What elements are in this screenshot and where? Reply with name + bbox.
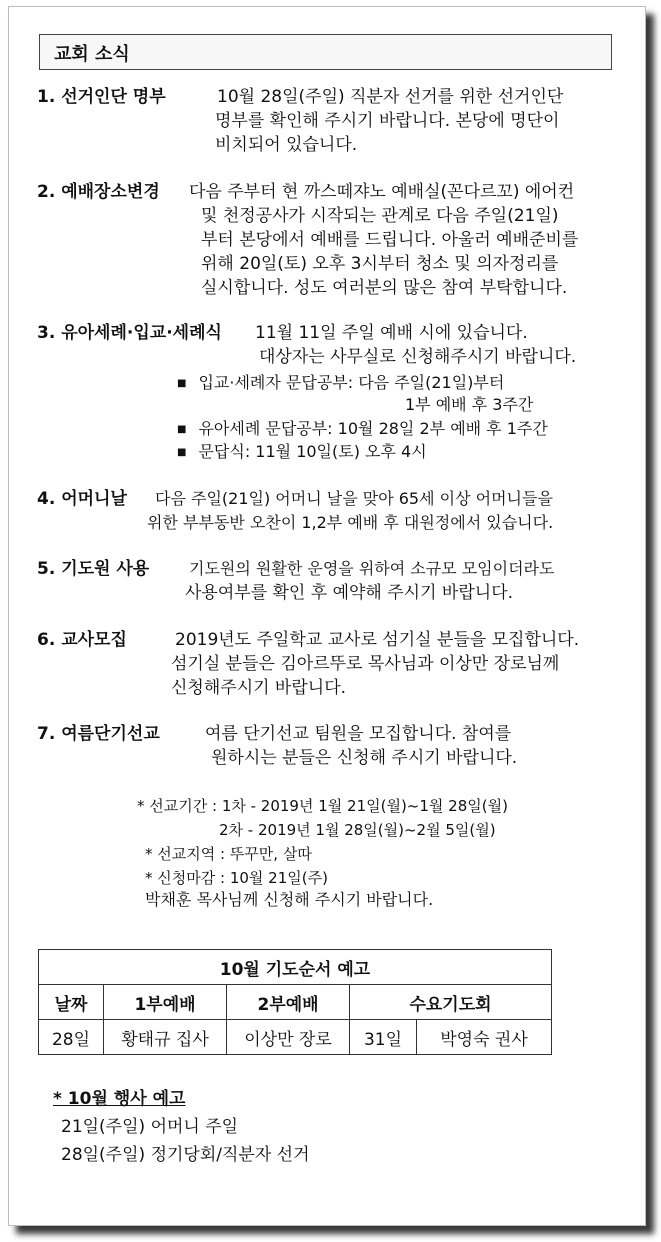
section-line: 명부를 확인해 주시기 바랍니다. 본당에 명단이: [215, 111, 560, 131]
section-line: 11월 11일 주일 예배 시에 있습니다.: [255, 323, 528, 343]
table-title: 10월 기도순서 예고: [39, 950, 552, 985]
list-item: ■ 유아세례 문답공부: 10월 28일 2부 예배 후 1주간: [177, 417, 548, 444]
mission-detail: 박채훈 목사님께 신청해 주시기 바랍니다.: [145, 890, 434, 909]
section-line: 부터 본당에서 예배를 드립니다. 아울러 예배준비를: [201, 230, 579, 250]
section-line: 여름 단기선교 팀원을 모집합니다. 참여를: [205, 724, 512, 744]
section-line: 2019년도 주일학교 교사로 섬기실 분들을 모집합니다.: [175, 630, 580, 650]
table-header: 1부예배: [104, 985, 227, 1020]
section-title: 2. 예배장소변경: [37, 182, 160, 202]
mission-detail: * 선교지역 : 뚜꾸만, 살따: [145, 845, 312, 863]
section-title: 1. 선거인단 명부: [37, 87, 166, 107]
section-title: 7. 여름단기선교: [37, 724, 160, 744]
section-title: 3. 유아세례·입교·세례식: [37, 323, 222, 343]
section-line: 원하시는 분들은 신청해 주시기 바랍니다.: [211, 748, 518, 768]
section-line: 기도원의 원활한 운영을 위하여 소규모 모임이더라도: [189, 559, 555, 578]
events-title: * 10월 행사 예고: [53, 1089, 186, 1109]
table-row: [39, 1020, 552, 1055]
section-line: 대상자는 사무실로 신청해주시기 바랍니다.: [259, 347, 577, 367]
section-line: 위해 20일(토) 오후 3시부터 청소 및 의자정리를: [201, 254, 559, 274]
mission-detail: * 선교기간 : 1차 - 2019년 1월 21일(월)~1월 28일(월): [137, 797, 508, 815]
list-item-continuation: 1부 예배 후 3주간: [405, 395, 534, 414]
list-item: 28일(주일) 정기당회/직분자 선거: [61, 1145, 310, 1165]
mission-detail: * 신청마감 : 10월 21일(주): [145, 869, 328, 887]
table-cell: 박영숙 권사: [417, 1020, 552, 1055]
table-cell: 28일: [39, 1020, 104, 1055]
table-header-row: [39, 985, 552, 1020]
bulletin-page: [8, 6, 646, 1226]
mission-detail: 2차 - 2019년 1월 28일(월)~2월 5일(월): [219, 821, 496, 839]
table-cell: 황태규 집사: [104, 1020, 227, 1055]
table-cell: 31일: [350, 1020, 417, 1055]
section-line: 실시합니다. 성도 여러분의 많은 참여 부탁합니다.: [201, 278, 568, 298]
page-title: 교회 소식: [54, 44, 130, 65]
table-header: 2부예배: [227, 985, 350, 1020]
section-line: 다음 주부터 현 까스떼쟈노 예배실(꼰다르꼬) 에어컨: [189, 182, 575, 202]
list-item: 21일(주일) 어머니 주일: [61, 1117, 239, 1137]
table-cell: 이상만 장로: [227, 1020, 350, 1055]
section-line: 위한 부부동반 오찬이 1,2부 예배 후 대원정에서 있습니다.: [147, 513, 554, 532]
section-title: 6. 교사모집: [37, 630, 127, 650]
table-header: 수요기도회: [350, 985, 552, 1020]
table-header: 날짜: [39, 985, 104, 1020]
section-line: 신청해주시기 바랍니다.: [171, 678, 347, 698]
events-preview: [53, 1085, 310, 1169]
section-line: 10월 28일(주일) 직분자 선거를 위한 선거인단: [217, 87, 564, 107]
section-line: 섬기실 분들은 김아르뚜로 목사님과 이상만 장로님께: [171, 654, 560, 674]
section-title: 5. 기도원 사용: [37, 559, 150, 579]
section-line: 다음 주일(21일) 어머니 날을 맞아 65세 이상 어머니들을: [155, 489, 553, 508]
list-item: ■ 입교·세례자 문답공부: 다음 주일(21일)부터: [177, 371, 504, 398]
header-box: [39, 34, 612, 70]
section-line: 및 천정공사가 시작되는 관계로 다음 주일(21일): [201, 206, 559, 226]
list-item: ■ 문답식: 11월 10일(토) 오후 4시: [177, 440, 427, 467]
section-title: 4. 어머니날: [37, 489, 127, 509]
section-line: 사용여부를 확인 후 예약해 주시기 바랍니다.: [185, 583, 514, 603]
section-line: 비치되어 있습니다.: [215, 135, 358, 155]
prayer-schedule-table: [38, 949, 552, 1055]
